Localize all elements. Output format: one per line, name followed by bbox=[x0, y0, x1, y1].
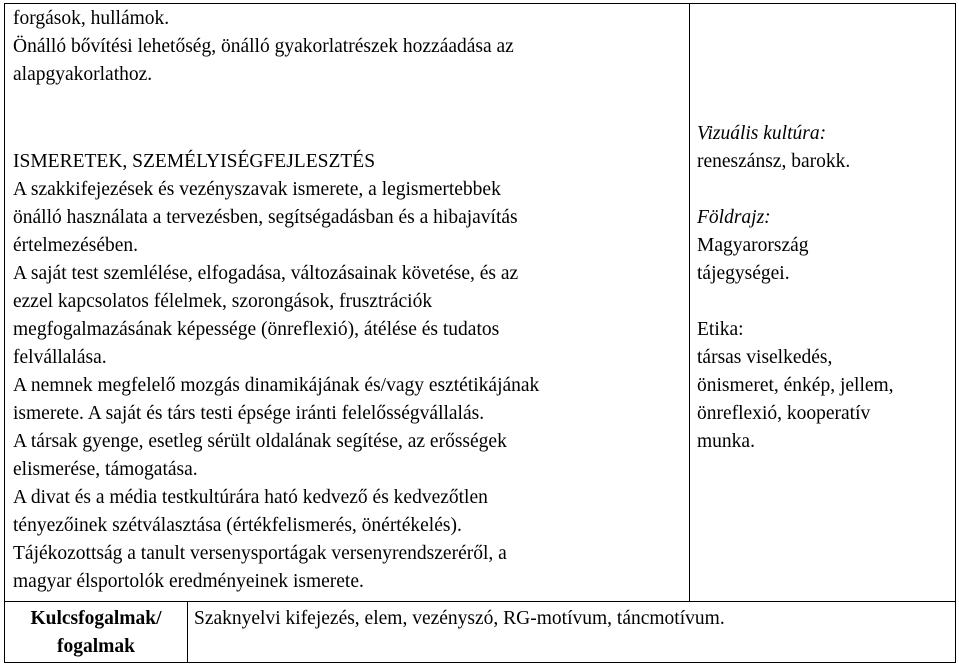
etika-line: önismeret, énkép, jellem, bbox=[697, 375, 894, 396]
etika-line: munka. bbox=[697, 431, 755, 452]
main-top-line: Önálló bővítési lehetőség, önálló gyakorlatrészek hozzáadása az bbox=[13, 36, 514, 57]
body-line: ezzel kapcsolatos félelmek, szorongások, frusztrációk bbox=[13, 291, 433, 312]
main-top-line: forgások, hullámok. bbox=[13, 8, 170, 29]
vizualis-kultura-label: Vizuális kultúra: bbox=[697, 123, 827, 144]
body-line: értelmezésében. bbox=[13, 235, 139, 256]
foldrajz-line: tájegységei. bbox=[697, 263, 790, 284]
main-top-line: alapgyakorlathoz. bbox=[13, 64, 153, 85]
table-border-right bbox=[955, 3, 956, 663]
body-line: magyar élsportolók eredményeinek ismerete. bbox=[13, 571, 364, 592]
body-line: A társak gyenge, esetleg sérült oldalának segítése, az erősségek bbox=[13, 431, 507, 452]
etika-line: társas viselkedés, bbox=[697, 347, 833, 368]
kulcsfogalmak-text: Szaknyelvi kifejezés, elem, vezényszó, RG-motívum, táncmotívum. bbox=[194, 608, 725, 629]
body-line: A saját test szemlélése, elfogadása, változásainak követése, és az bbox=[13, 263, 519, 284]
kulcsfogalmak-label: Kulcsfogalmak/ bbox=[30, 608, 162, 629]
body-line: Tájékozottság a tanult versenysportágak versenyrendszeréről, a bbox=[13, 543, 507, 564]
foldrajz-line: Magyarország bbox=[697, 235, 809, 256]
body-line: tényezőinek szétválasztása (értékfelismerés, önértékelés). bbox=[13, 515, 462, 536]
body-line: elismerése, támogatása. bbox=[13, 459, 198, 480]
body-line: A szakkifejezések és vezényszavak ismerete, a legismertebbek bbox=[13, 179, 501, 200]
foldrajz-label: Földrajz: bbox=[697, 207, 771, 228]
table-border-left bbox=[4, 3, 5, 663]
section-heading: ISMERETEK, SZEMÉLYISÉGFEJLESZTÉS bbox=[13, 151, 376, 172]
table-row-divider bbox=[4, 601, 956, 602]
body-line: megfogalmazásának képessége (önreflexió), átélése és tudatos bbox=[13, 319, 500, 340]
body-line: A nemnek megfelelő mozgás dinamikájának és/vagy esztétikájának bbox=[13, 375, 540, 396]
table-border-top bbox=[4, 3, 956, 4]
kulcsfogalmak-label: fogalmak bbox=[57, 636, 135, 657]
body-line: A divat és a média testkultúrára ható kedvező és kedvezőtlen bbox=[13, 487, 488, 508]
body-line: önálló használata a tervezésben, segítségadásban és a hibajavítás bbox=[13, 207, 518, 228]
etika-label: Etika: bbox=[697, 319, 744, 340]
column-divider bbox=[689, 3, 690, 601]
body-line: ismerete. A saját és társ testi épsége iránti felelősségvállalás. bbox=[13, 403, 485, 424]
table-border-bottom bbox=[4, 662, 956, 663]
vizualis-kultura-text: reneszánsz, barokk. bbox=[697, 151, 851, 172]
etika-line: önreflexió, kooperatív bbox=[697, 403, 871, 424]
footer-column-divider bbox=[187, 601, 188, 662]
body-line: felvállalása. bbox=[13, 347, 107, 368]
